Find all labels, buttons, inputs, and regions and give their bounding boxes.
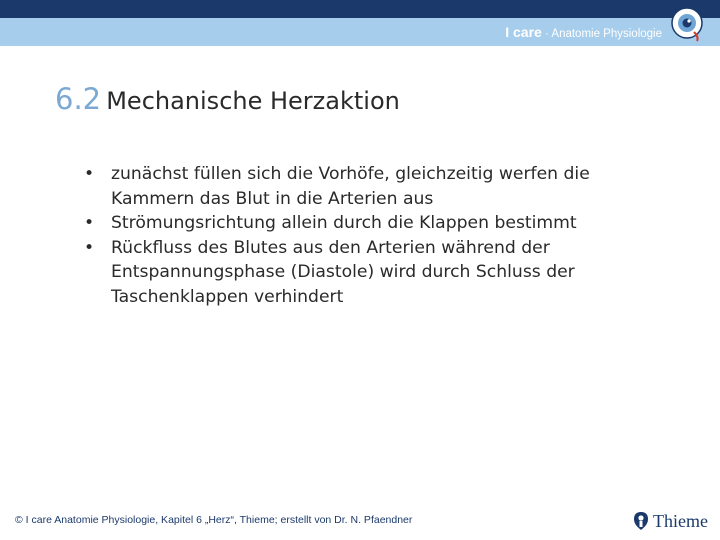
eye-logo-icon (670, 6, 704, 42)
bullet-text: zunächst füllen sich die Vorhöfe, gleichzeitig werfen die Kammern das Blut in die Arterien aus (111, 164, 590, 209)
bullet-item (84, 162, 654, 211)
bullet-marker: • (84, 237, 95, 258)
footer-copyright: © I care Anatomie Physiologie, Kapitel 6 „Herz“, Thieme; erstellt von Dr. N. Pfaendner (15, 514, 413, 526)
bullet-text: Rückfluss des Blutes aus den Arterien während der Entspannungsphase (Diastole) wird durch Schluss der Taschenklappen verhindert (111, 237, 575, 307)
bullet-text: Strömungsrichtung allein durch die Klappen bestimmt (111, 213, 577, 233)
brand-name: I care (505, 24, 542, 40)
publisher-logo (633, 510, 708, 532)
bullet-list (84, 162, 654, 309)
bullet-item (84, 236, 654, 310)
slide-title (55, 82, 400, 116)
publisher-name: Thieme (653, 510, 708, 531)
section-number: 6.2 (55, 82, 102, 116)
bullet-item (84, 211, 654, 236)
title-text: Mechanische Herzaktion (106, 87, 400, 115)
brand-subtitle: · Anatomie Physiologie (541, 28, 662, 40)
header-top-bar (0, 0, 720, 18)
thieme-logo-icon (633, 511, 649, 531)
bullet-marker: • (84, 164, 95, 184)
bullet-marker: • (84, 213, 95, 233)
header-brand (505, 24, 662, 40)
